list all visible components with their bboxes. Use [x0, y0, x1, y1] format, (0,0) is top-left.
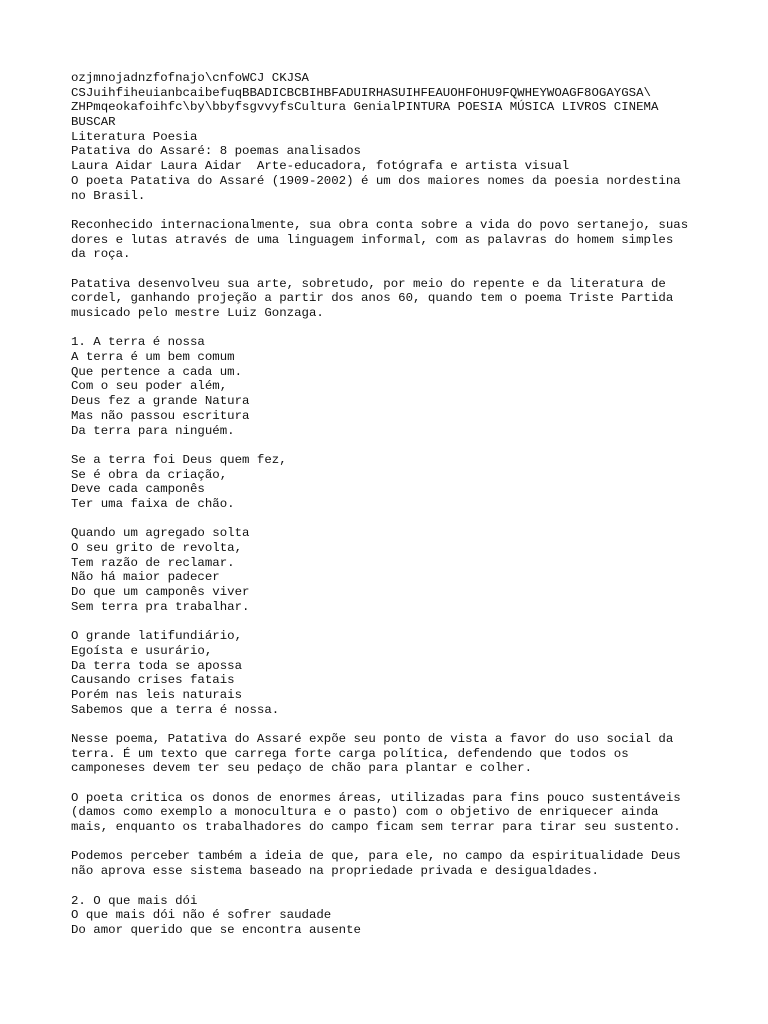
intro-p2-line: dores e lutas através de uma linguagem informal, com as palavras do homem simples — [71, 232, 674, 247]
intro-p1-line: O poeta Patativa do Assaré (1909-2002) é um dos maiores nomes da poesia nordestina — [71, 173, 681, 188]
poem1-heading: 1. A terra é nossa — [71, 335, 205, 350]
poem-verse: Sem terra pra trabalhar. — [71, 599, 250, 614]
search-link[interactable]: BUSCAR — [71, 115, 116, 130]
document-page — [71, 71, 711, 938]
analysis-line: O poeta critica os donos de enormes áreas, utilizadas para fins pouco sustentáveis — [71, 790, 681, 805]
analysis-line: terra. É um texto que carrega forte carga política, defendendo que todos os — [71, 746, 629, 761]
poem-verse: Com o seu poder além, — [71, 379, 228, 394]
intro-p3-line: musicado pelo mestre Luiz Gonzaga. — [71, 306, 324, 320]
poem-verse: Sabemos que a terra é nossa. — [71, 702, 280, 717]
intro-p1-line: no Brasil. — [71, 188, 146, 203]
article-title: Patativa do Assaré: 8 poemas analisados — [71, 144, 361, 159]
poem-verse: Não há maior padecer — [71, 570, 220, 585]
poem-verse: Da terra para ninguém. — [71, 423, 235, 438]
poem-verse: O seu grito de revolta, — [71, 541, 243, 555]
header-line-1: ozjmnojadnzfofnajo\cnfoWCJ CKJSA — [71, 71, 309, 85]
header-line-2: CSJuihfiheuianbcaibefuqBBADICBCBIHBFADUIRHASUIHFEAUOHFOHU9FQWHEYWOAGF8OGAYGSA\ — [71, 85, 651, 100]
author-line: Laura Aidar Laura Aidar Arte-educadora, fotógrafa e artista visual — [71, 159, 570, 174]
poem-verse: Egoísta e usurário, — [71, 643, 213, 658]
poem-verse: Do que um camponês viver — [71, 585, 250, 600]
poem-verse: Deus fez a grande Natura — [71, 394, 250, 409]
poem-verse: Do amor querido que se encontra ausente — [71, 922, 361, 937]
poem-verse: O grande latifundiário, — [71, 629, 243, 644]
analysis-line: (damos como exemplo a monocultura e o pasto) com o objetivo de enriquecer ainda — [71, 805, 659, 820]
poem-verse: O que mais dói não é sofrer saudade — [71, 908, 332, 923]
poem-verse: Mas não passou escritura — [71, 408, 250, 423]
poem-verse: Ter uma faixa de chão. — [71, 496, 235, 511]
analysis-line: não aprova esse sistema baseado na propriedade privada e desigualdades. — [71, 864, 599, 879]
analysis-line: Nesse poema, Patativa do Assaré expõe seu ponto de vista a favor do uso social da — [71, 731, 674, 746]
poem-verse: A terra é um bem comum — [71, 350, 235, 365]
poem-verse: Tem razão de reclamar. — [71, 555, 235, 570]
analysis-line: mais, enquanto os trabalhadores do campo ficam sem terrar para tirar seu sustento. — [71, 820, 681, 835]
poem2-heading: 2. O que mais dói — [71, 893, 198, 908]
intro-p2-line: da roça. — [71, 247, 131, 262]
intro-p3-line: Patativa desenvolveu sua arte, sobretudo, por meio do repente e da literatura de — [71, 276, 666, 291]
analysis-line: camponeses devem ter seu pedaço de chão para plantar e colher. — [71, 761, 533, 776]
poem-verse: Da terra toda se apossa — [71, 658, 243, 673]
poem-verse: Se a terra foi Deus quem fez, — [71, 452, 287, 467]
breadcrumb[interactable]: Literatura Poesia — [71, 129, 198, 144]
analysis-line: Podemos perceber também a ideia de que, para ele, no campo da espiritualidade Deus — [71, 849, 681, 864]
intro-p2-line: Reconhecido internacionalmente, sua obra conta sobre a vida do povo sertanejo, suas — [71, 217, 689, 232]
site-nav-line[interactable]: ZHPmqeokafoihfc\by\bbyfsgvvyfsCultura GenialPINTURA POESIA MÚSICA LIVROS CINEMA — [71, 100, 659, 115]
poem-verse: Se é obra da criação, — [71, 467, 228, 482]
poem-verse: Quando um agregado solta — [71, 526, 250, 541]
poem-verse: Que pertence a cada um. — [71, 364, 243, 379]
poem-verse: Deve cada camponês — [71, 482, 205, 497]
poem-verse: Causando crises fatais — [71, 673, 235, 688]
poem-verse: Porém nas leis naturais — [71, 687, 243, 702]
intro-p3-line: cordel, ganhando projeção a partir dos anos 60, quando tem o poema Triste Partida — [71, 291, 674, 306]
